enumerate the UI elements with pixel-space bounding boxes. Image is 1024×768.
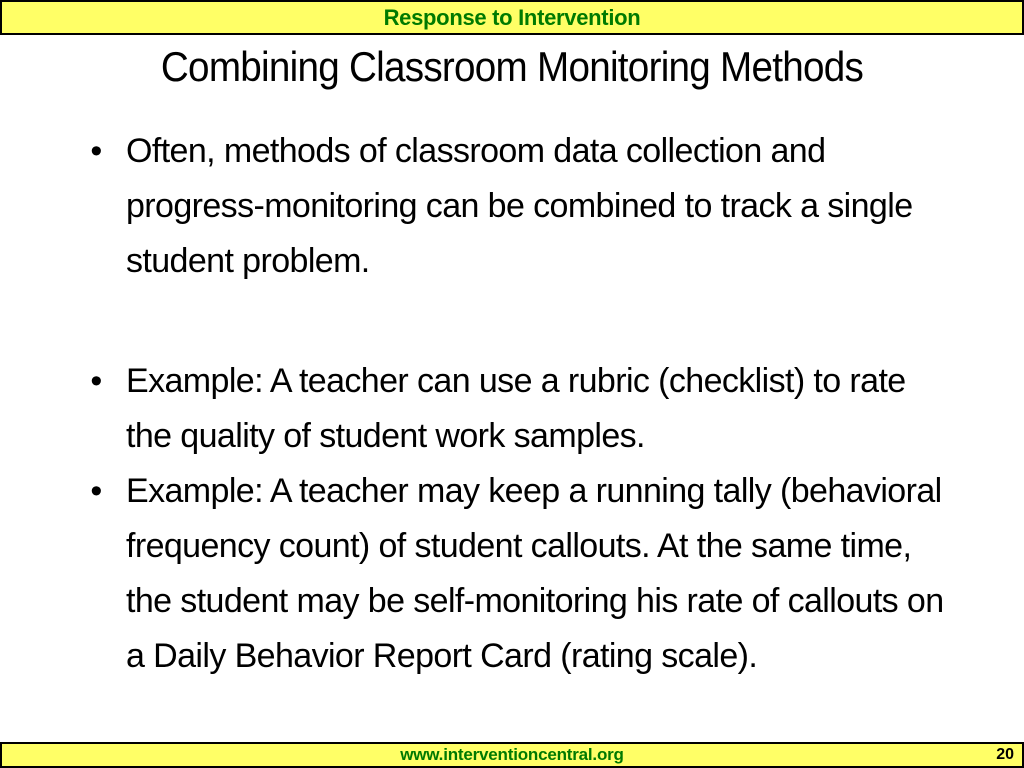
header-banner <box>0 0 1024 35</box>
bullet-icon: • <box>90 362 102 400</box>
bullet-item <box>84 124 954 289</box>
bullet-text: Example: A teacher can use a rubric (checklist) to rate the quality of student work samples. <box>126 362 906 455</box>
bullet-text: Example: A teacher may keep a running tally (behavioral frequency count) of student callouts. At the same time, the student may be self-monitoring his rate of callouts on a Daily Behavior Report Card (rating scale). <box>126 472 944 675</box>
footer-banner <box>0 742 1024 768</box>
slide-title: Combining Classroom Monitoring Methods <box>160 43 864 90</box>
footer-url-link[interactable]: www.interventioncentral.org <box>400 745 624 764</box>
header-banner-text: Response to Intervention <box>383 5 641 30</box>
bullet-icon: • <box>90 472 102 510</box>
page-number: 20 <box>996 746 1014 763</box>
bullet-item <box>84 354 954 464</box>
bullet-icon: • <box>90 132 102 170</box>
bullet-text: Often, methods of classroom data collection and progress-monitoring can be combined to track a single student problem. <box>126 132 913 280</box>
bullet-list <box>84 124 954 684</box>
bullet-item <box>84 464 954 684</box>
